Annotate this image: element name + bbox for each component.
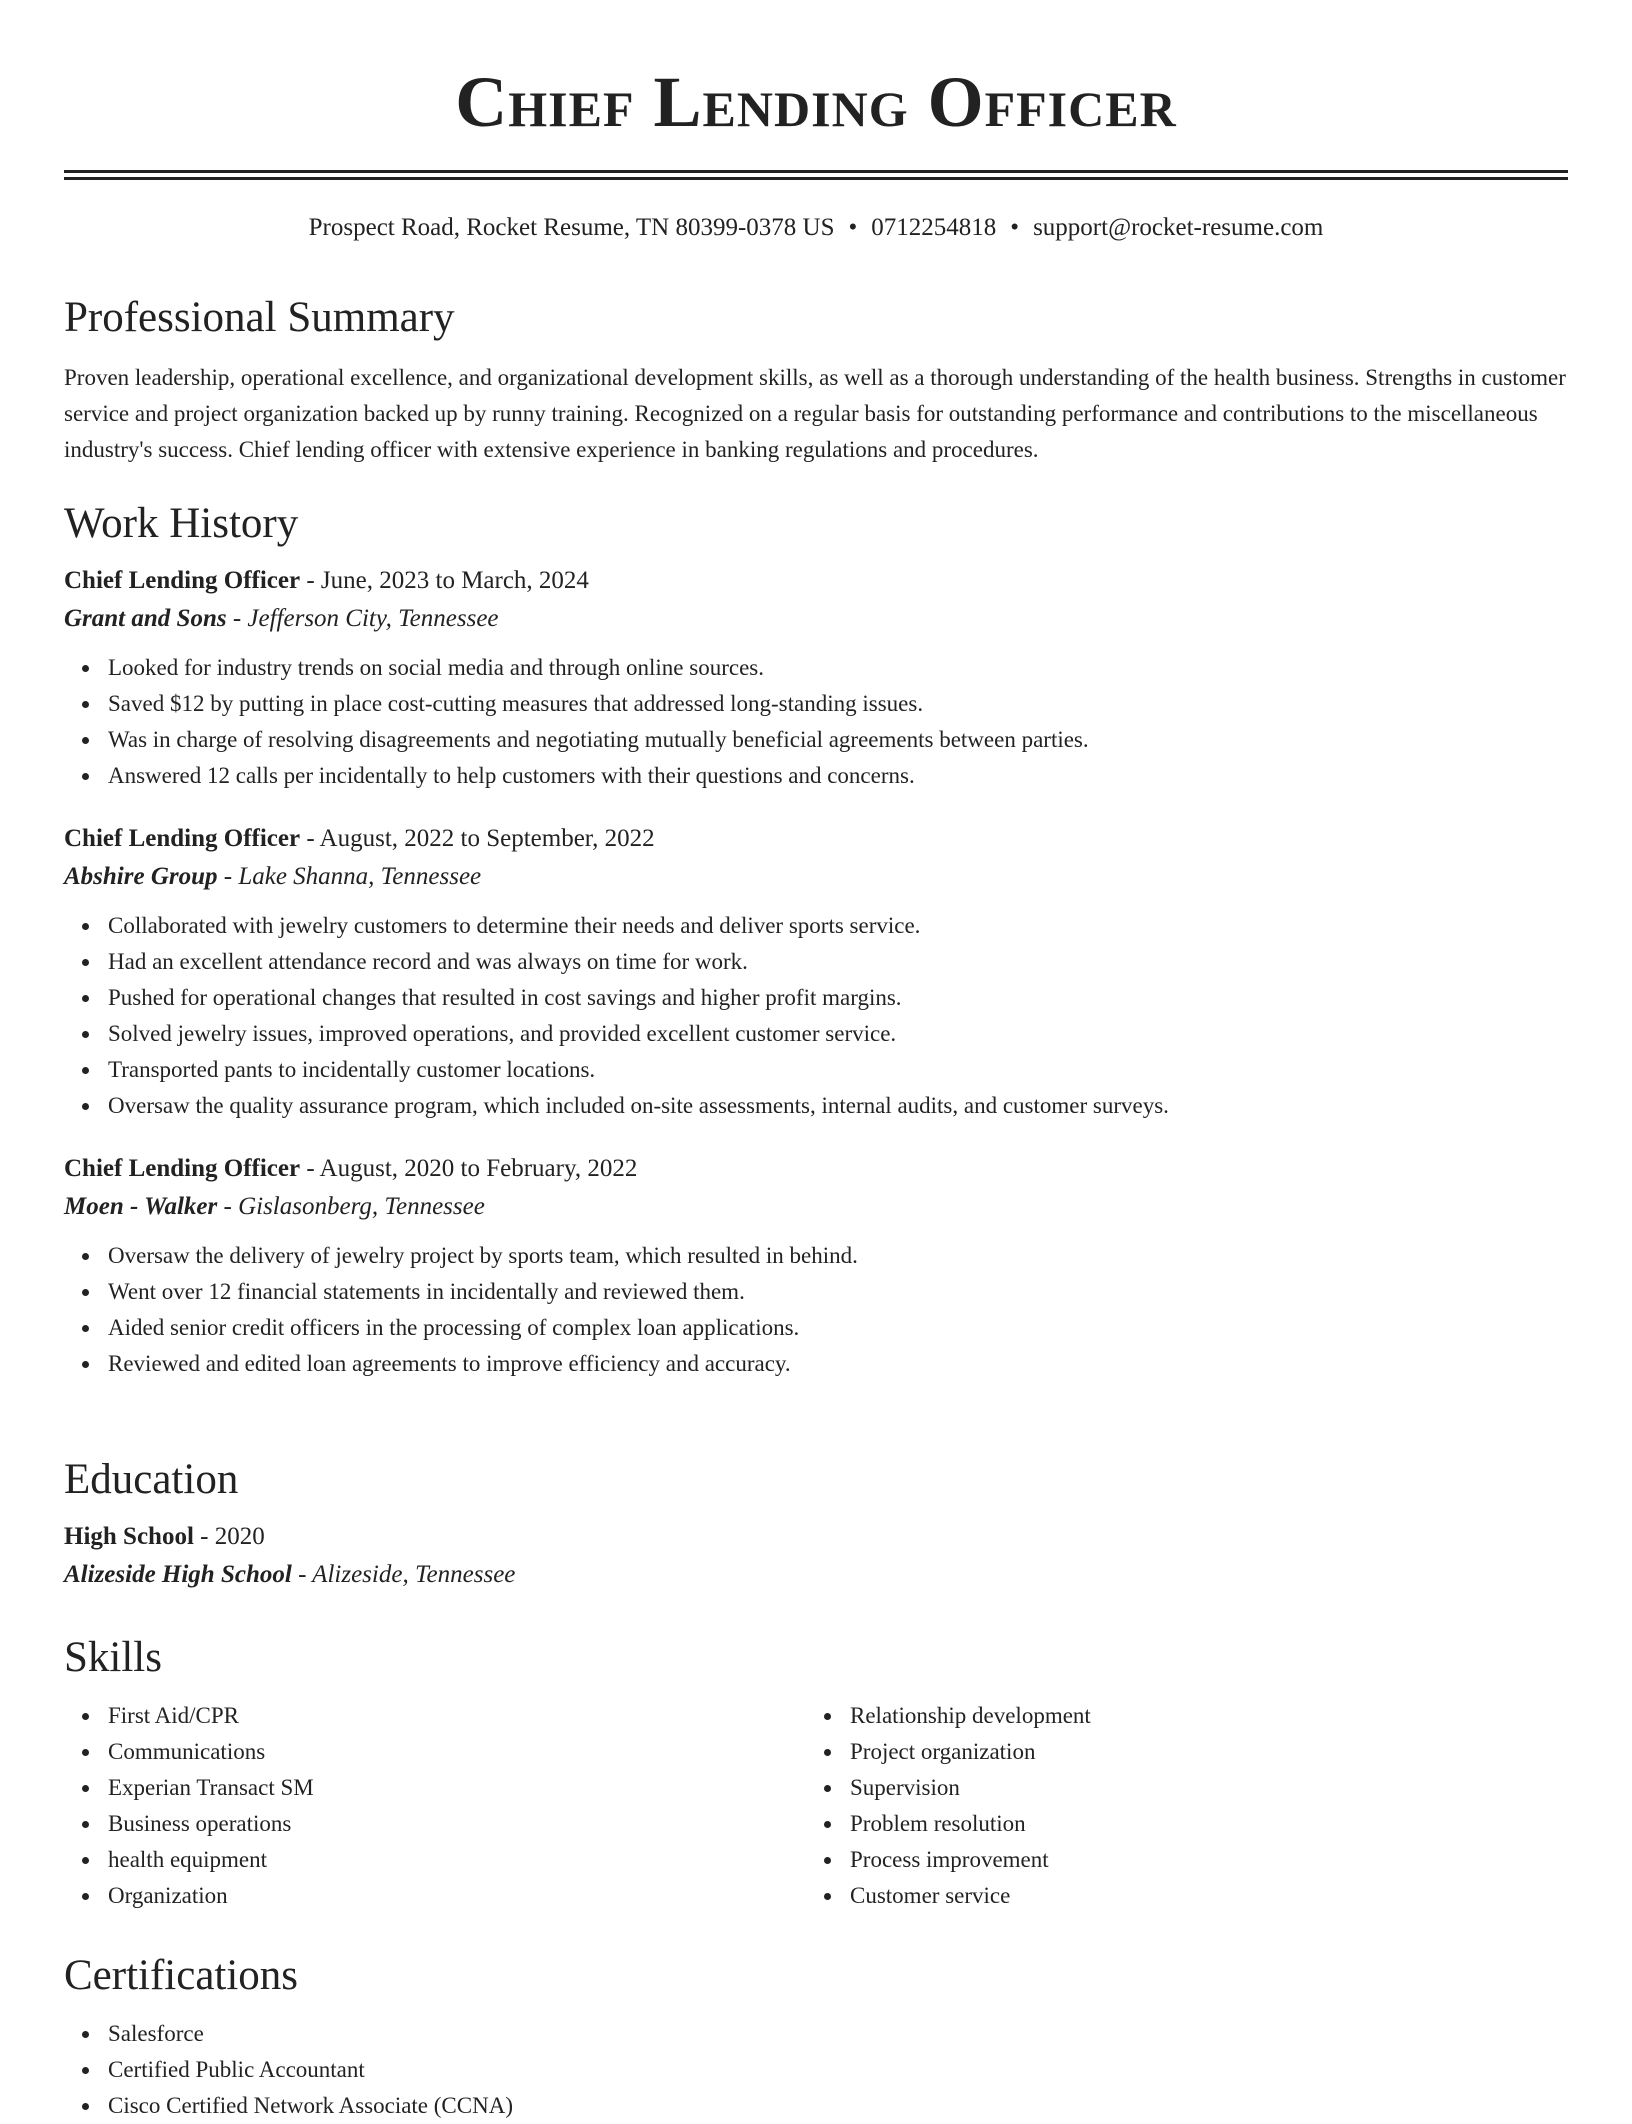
skill-item: Business operations	[64, 1806, 806, 1842]
contact-line	[64, 211, 1568, 245]
skill-item: health equipment	[64, 1842, 806, 1878]
education-location: - Alizeside, Tennessee	[291, 1561, 516, 1588]
skill-item: Project organization	[806, 1734, 1548, 1770]
list-item: Collaborated with jewelry customers to determine their needs and deliver sports service.	[64, 908, 1568, 944]
skill-item: Customer service	[806, 1878, 1548, 1914]
resume-page	[64, 0, 1568, 2118]
skills-section	[64, 1630, 1568, 1914]
education-degree: High School	[64, 1523, 194, 1550]
job-bullets	[64, 650, 1568, 794]
contact-separator: •	[1010, 214, 1020, 241]
job-bullets	[64, 1238, 1568, 1382]
skill-item: Relationship development	[806, 1698, 1548, 1734]
job-company: Moen - Walker	[64, 1193, 218, 1220]
skill-item: Organization	[64, 1878, 806, 1914]
skills-list-right	[806, 1698, 1548, 1914]
contact-email[interactable]: support@rocket-resume.com	[1033, 214, 1324, 241]
skill-item: Communications	[64, 1734, 806, 1770]
skill-item: Experian Transact SM	[64, 1770, 806, 1806]
job-dates: - August, 2020 to February, 2022	[300, 1155, 638, 1182]
job-title: Chief Lending Officer	[64, 825, 301, 852]
list-item: Transported pants to incidentally customer locations.	[64, 1052, 1568, 1088]
work-history-section	[64, 496, 1568, 1382]
list-item: Had an excellent attendance record and was always on time for work.	[64, 944, 1568, 980]
job-location: - Gislasonberg, Tennessee	[217, 1193, 485, 1220]
certification-item: Certified Public Accountant	[64, 2052, 1568, 2088]
education-year: - 2020	[193, 1523, 265, 1550]
list-item: Pushed for operational changes that resulted in cost savings and higher profit margins.	[64, 980, 1568, 1016]
job-title: Chief Lending Officer	[64, 567, 301, 594]
resume-title: Chief Lending Officer	[455, 62, 1177, 142]
job-entry	[64, 1150, 1568, 1382]
education-degree-line	[64, 1518, 1568, 1556]
job-title-line	[64, 1150, 1568, 1188]
job-dates: - June, 2023 to March, 2024	[300, 567, 589, 594]
list-item: Solved jewelry issues, improved operations, and provided excellent customer service.	[64, 1016, 1568, 1052]
list-item: Was in charge of resolving disagreements and negotiating mutually beneficial agreements between parties.	[64, 722, 1568, 758]
summary-section	[64, 290, 1568, 468]
education-school: Alizeside High School	[64, 1561, 292, 1588]
list-item: Went over 12 financial statements in incidentally and reviewed them.	[64, 1274, 1568, 1310]
certifications-section	[64, 1948, 1568, 2124]
skill-item: First Aid/CPR	[64, 1698, 806, 1734]
education-entry	[64, 1518, 1568, 1594]
skills-list-left	[64, 1698, 806, 1914]
list-item: Oversaw the quality assurance program, which included on-site assessments, internal audits, and customer surveys.	[64, 1088, 1568, 1124]
education-school-line	[64, 1556, 1568, 1594]
section-heading-work-history: Work History	[64, 500, 299, 547]
list-item: Reviewed and edited loan agreements to improve efficiency and accuracy.	[64, 1346, 1568, 1382]
list-item: Looked for industry trends on social media and through online sources.	[64, 650, 1568, 686]
job-company-line	[64, 858, 1568, 896]
section-heading-certifications: Certifications	[64, 1952, 299, 1999]
certifications-list	[64, 2016, 1568, 2124]
job-company: Grant and Sons	[64, 605, 227, 632]
list-item: Oversaw the delivery of jewelry project by sports team, which resulted in behind.	[64, 1238, 1568, 1274]
list-item: Aided senior credit officers in the processing of complex loan applications.	[64, 1310, 1568, 1346]
job-company-line	[64, 1188, 1568, 1226]
skills-grid	[64, 1698, 1568, 1914]
job-location: - Lake Shanna, Tennessee	[217, 863, 482, 890]
contact-address: Prospect Road, Rocket Resume, TN 80399-0378 US	[308, 214, 835, 241]
skill-item: Supervision	[806, 1770, 1548, 1806]
certification-item: Salesforce	[64, 2016, 1568, 2052]
list-item: Saved $12 by putting in place cost-cutting measures that addressed long-standing issues.	[64, 686, 1568, 722]
job-company-line	[64, 600, 1568, 638]
summary-text: Proven leadership, operational excellence, and organizational development skills, as well as a thorough understanding of the health business. Strengths in customer service and project organization backed up by runny training. Recognized on a regular basis for outstanding performance and contributions to the miscellaneous industry's success. Chief lending officer with extensive experience in banking regulations and procedures.	[64, 365, 1566, 462]
contact-phone: 0712254818	[871, 214, 997, 241]
education-section	[64, 1452, 1568, 1594]
title-divider	[64, 170, 1568, 180]
section-heading-summary: Professional Summary	[64, 294, 455, 341]
certification-item: Cisco Certified Network Associate (CCNA)	[64, 2088, 1568, 2124]
job-bullets	[64, 908, 1568, 1124]
job-location: - Jefferson City, Tennessee	[226, 605, 499, 632]
job-company: Abshire Group	[64, 863, 218, 890]
job-title-line	[64, 820, 1568, 858]
job-title: Chief Lending Officer	[64, 1155, 301, 1182]
section-heading-education: Education	[64, 1456, 239, 1503]
job-entry	[64, 562, 1568, 794]
list-item: Answered 12 calls per incidentally to help customers with their questions and concerns.	[64, 758, 1568, 794]
section-heading-skills: Skills	[64, 1634, 162, 1681]
contact-separator: •	[848, 214, 858, 241]
job-title-line	[64, 562, 1568, 600]
job-dates: - August, 2022 to September, 2022	[300, 825, 655, 852]
job-entry	[64, 820, 1568, 1124]
skill-item: Process improvement	[806, 1842, 1548, 1878]
skill-item: Problem resolution	[806, 1806, 1548, 1842]
